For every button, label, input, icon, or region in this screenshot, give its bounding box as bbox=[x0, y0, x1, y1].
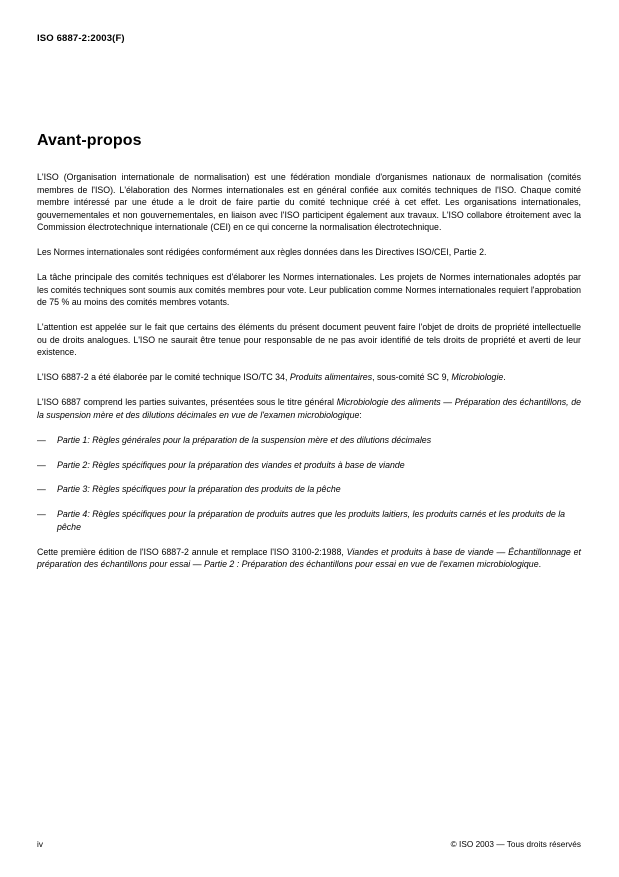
paragraph-series-intro bbox=[37, 396, 581, 421]
attribution-committee-title: Produits alimentaires bbox=[289, 372, 373, 383]
attribution-text-mid: , sous-comité SC 9, bbox=[372, 372, 452, 383]
running-header: ISO 6887-2:2003(F) bbox=[37, 33, 125, 44]
em-dash-marker: — bbox=[37, 484, 46, 495]
attribution-subcommittee-title: Microbiologie bbox=[451, 372, 504, 383]
list-item bbox=[37, 459, 581, 472]
edition-text-lead: Cette première édition de l'ISO 6887-2 annule et remplace l'ISO 3100-2:1988, bbox=[37, 546, 347, 557]
list-item-label: Partie 3: Règles spécifiques pour la préparation des produits de la pêche bbox=[57, 484, 341, 495]
copyright-notice: © ISO 2003 — Tous droits réservés bbox=[450, 840, 581, 849]
em-dash-marker: — bbox=[37, 509, 46, 520]
list-item bbox=[37, 434, 581, 447]
paragraph-iso-definition: L'ISO (Organisation internationale de normalisation) est une fédération mondiale d'organismes nationaux de normalisation (comités membres de l'ISO). L'élaboration des Normes internationales est en général confiée aux comités techniques de l'ISO. Chaque comité membre intéressé par une étude a le droit de faire partie du comité technique créé à cet effet. Les organisations internationales, gouvernementales et non gouvernementales, en liaison avec l'ISO participent également aux travaux. L'ISO collabore étroitement avec la Commission électrotechnique internationale (CEI) en ce qui concerne la normalisation électrotechnique. bbox=[37, 172, 581, 233]
parts-list-wrapper bbox=[37, 434, 581, 534]
paragraph-technical-committees: La tâche principale des comités techniques est d'élaborer les Normes internationales. Les projets de Normes internationales adoptés par les comités techniques sont soumis aux comités membres pour vote. Leur publication comme Normes internationales requiert l'approbation de 75 % au moins des comités membres votants. bbox=[37, 272, 581, 308]
paragraph-directives: Les Normes internationales sont rédigées conformément aux règles données dans les Directives ISO/CEI, Partie 2. bbox=[37, 247, 487, 258]
list-item-label: Partie 4: Règles spécifiques pour la préparation de produits autres que les produits laitiers, les produits carnés et les produits de la pêche bbox=[57, 509, 566, 532]
paragraph-committee-attribution bbox=[37, 371, 581, 384]
paragraph-edition-replaces bbox=[37, 546, 581, 571]
em-dash-marker: — bbox=[37, 459, 46, 470]
attribution-text-end: . bbox=[503, 372, 506, 383]
page-number: iv bbox=[37, 840, 44, 849]
list-item-label: Partie 1: Règles générales pour la préparation de la suspension mère et des dilutions décimales bbox=[57, 434, 432, 445]
series-general-title: Microbiologie des aliments — Préparation des échantillons, de la suspension mère et des dilutions décimales en vue de l'examen microbiologique bbox=[37, 397, 581, 420]
page-footer bbox=[37, 840, 581, 849]
attribution-text-lead: L'ISO 6887-2 a été élaborée par le comité technique ISO/TC 34, bbox=[37, 372, 290, 383]
parts-list bbox=[37, 434, 581, 534]
replaced-standard-title: Viandes et produits à base de viande — Échantillonnage et préparation des échantillons pour essai — Partie 2 : Préparation des échantillons pour essai en vue de l'examen microbiologique bbox=[37, 546, 581, 570]
list-item bbox=[37, 508, 581, 533]
series-intro-lead: L'ISO 6887 comprend les parties suivantes, présentées sous le titre général bbox=[37, 397, 337, 408]
list-item bbox=[37, 483, 581, 496]
paragraph-patent-rights: L'attention est appelée sur le fait que certains des éléments du présent document peuvent faire l'objet de droits de propriété intellectuelle ou de droits analogues. L'ISO ne saurait être tenue pour responsable de ne pas avoir identifié de tels droits de propriété et averti de leur existence. bbox=[37, 322, 581, 358]
edition-text-end: . bbox=[538, 559, 542, 570]
document-body bbox=[37, 131, 581, 571]
em-dash-marker: — bbox=[37, 434, 46, 445]
series-intro-end: : bbox=[359, 409, 362, 420]
list-item-label: Partie 2: Règles spécifiques pour la préparation des viandes et produits à base de viande bbox=[57, 459, 405, 470]
page-title: Avant-propos bbox=[37, 132, 142, 149]
